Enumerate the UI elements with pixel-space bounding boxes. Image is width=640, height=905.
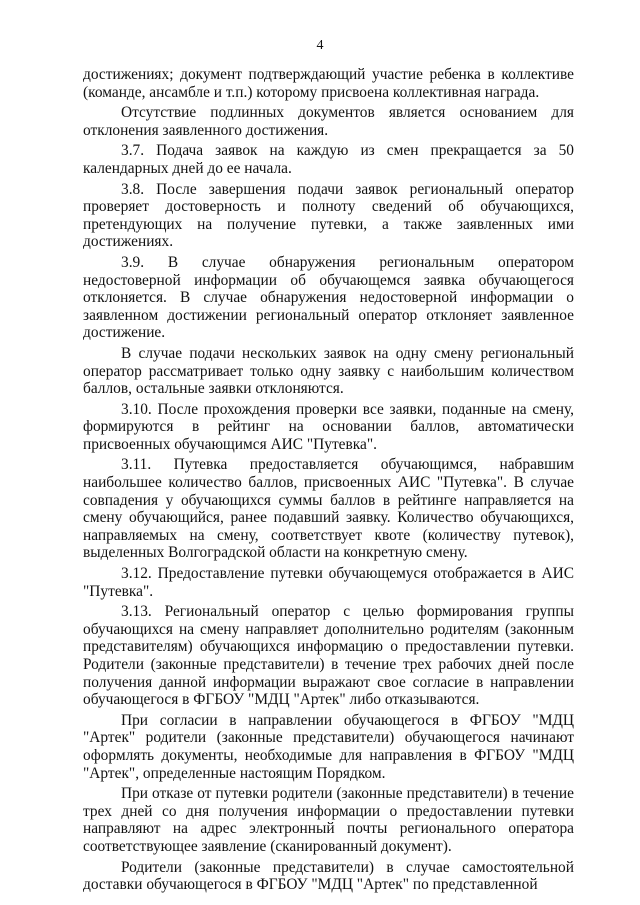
paragraph-3-12: 3.12. Предоставление путевки обучающемуся отображается в АИС "Путевка". bbox=[83, 565, 574, 600]
paragraph-3-11: 3.11. Путевка предоставляется обучающимся, набравшим наибольшее количество баллов, присвоенных АИС "Путевка". В случае совпадения у обучающихся суммы баллов в рейтинге направляется на смену обучающийся, ранее подавший заявку. Количество обучающихся, направляемых на смену, соответствует квоте (количеству путевок), выделенных Волгоградской области на конкретную смену. bbox=[83, 456, 574, 562]
paragraph-consent: При согласии в направлении обучающегося в ФГБОУ "МДЦ "Артек" родители (законные представители) обучающегося начинают оформлять документы, необходимые для направления в ФГБОУ "МДЦ "Артек", определенные настоящим Порядком. bbox=[83, 711, 574, 782]
paragraph-multiple-applications: В случае подачи нескольких заявок на одну смену региональный оператор рассматривает только одну заявку с наибольшим количеством баллов, остальные заявки отклоняются. bbox=[83, 344, 574, 398]
paragraph-3-10: 3.10. После прохождения проверки все заявки, поданные на смену, формируются в рейтинг на основании баллов, автоматически присвоенных обучающимся АИС "Путевка". bbox=[83, 400, 574, 453]
paragraph-missing-documents: Отсутствие подлинных документов является основанием для отклонения заявленного достижения. bbox=[83, 104, 574, 139]
paragraph-3-7: 3.7. Подача заявок на каждую из смен прекращается за 50 календарных дней до ее начала. bbox=[83, 142, 574, 177]
body-text bbox=[83, 66, 574, 897]
paragraph-self-delivery: Родители (законные представители) в случае самостоятельной доставки обучающегося в ФГБОУ "МДЦ "Артек" по представленной bbox=[83, 858, 574, 894]
paragraph-achievements-continued: достижениях; документ подтверждающий участие ребенка в коллективе (команде, ансамбле и т.п.) которому присвоена коллективная награда. bbox=[83, 66, 574, 101]
paragraph-3-8: 3.8. После завершения подачи заявок региональный оператор проверяет достоверность и полноту сведений об обучающихся, претендующих на получение путевки, а также заявленных ими достижениях. bbox=[83, 180, 574, 251]
paragraph-3-13: 3.13. Региональный оператор с целью формирования группы обучающихся на смену направляет дополнительно родителям (законным представителям) обучающихся информацию о предоставлении путевки. Родители (законные представители) в течение трех рабочих дней после получения данной информации выражают свое согласие в направлении обучающегося в ФГБОУ "МДЦ "Артек" либо отказываются. bbox=[83, 603, 574, 709]
paragraph-refusal: При отказе от путевки родители (законные представители) в течение трех дней со дня получения информации о предоставлении путевки направляют на адрес электронный почты регионального оператора соответствующее заявление (сканированный документ). bbox=[83, 785, 574, 855]
paragraph-3-9: 3.9. В случае обнаружения региональным оператором недостоверной информации об обучающемся заявка обучающегося отклоняется. В случае обнаружения недостоверной информации о заявленном достижении региональный оператор отклоняет заявленное достижение. bbox=[83, 253, 574, 342]
page-number: 4 bbox=[316, 38, 324, 53]
